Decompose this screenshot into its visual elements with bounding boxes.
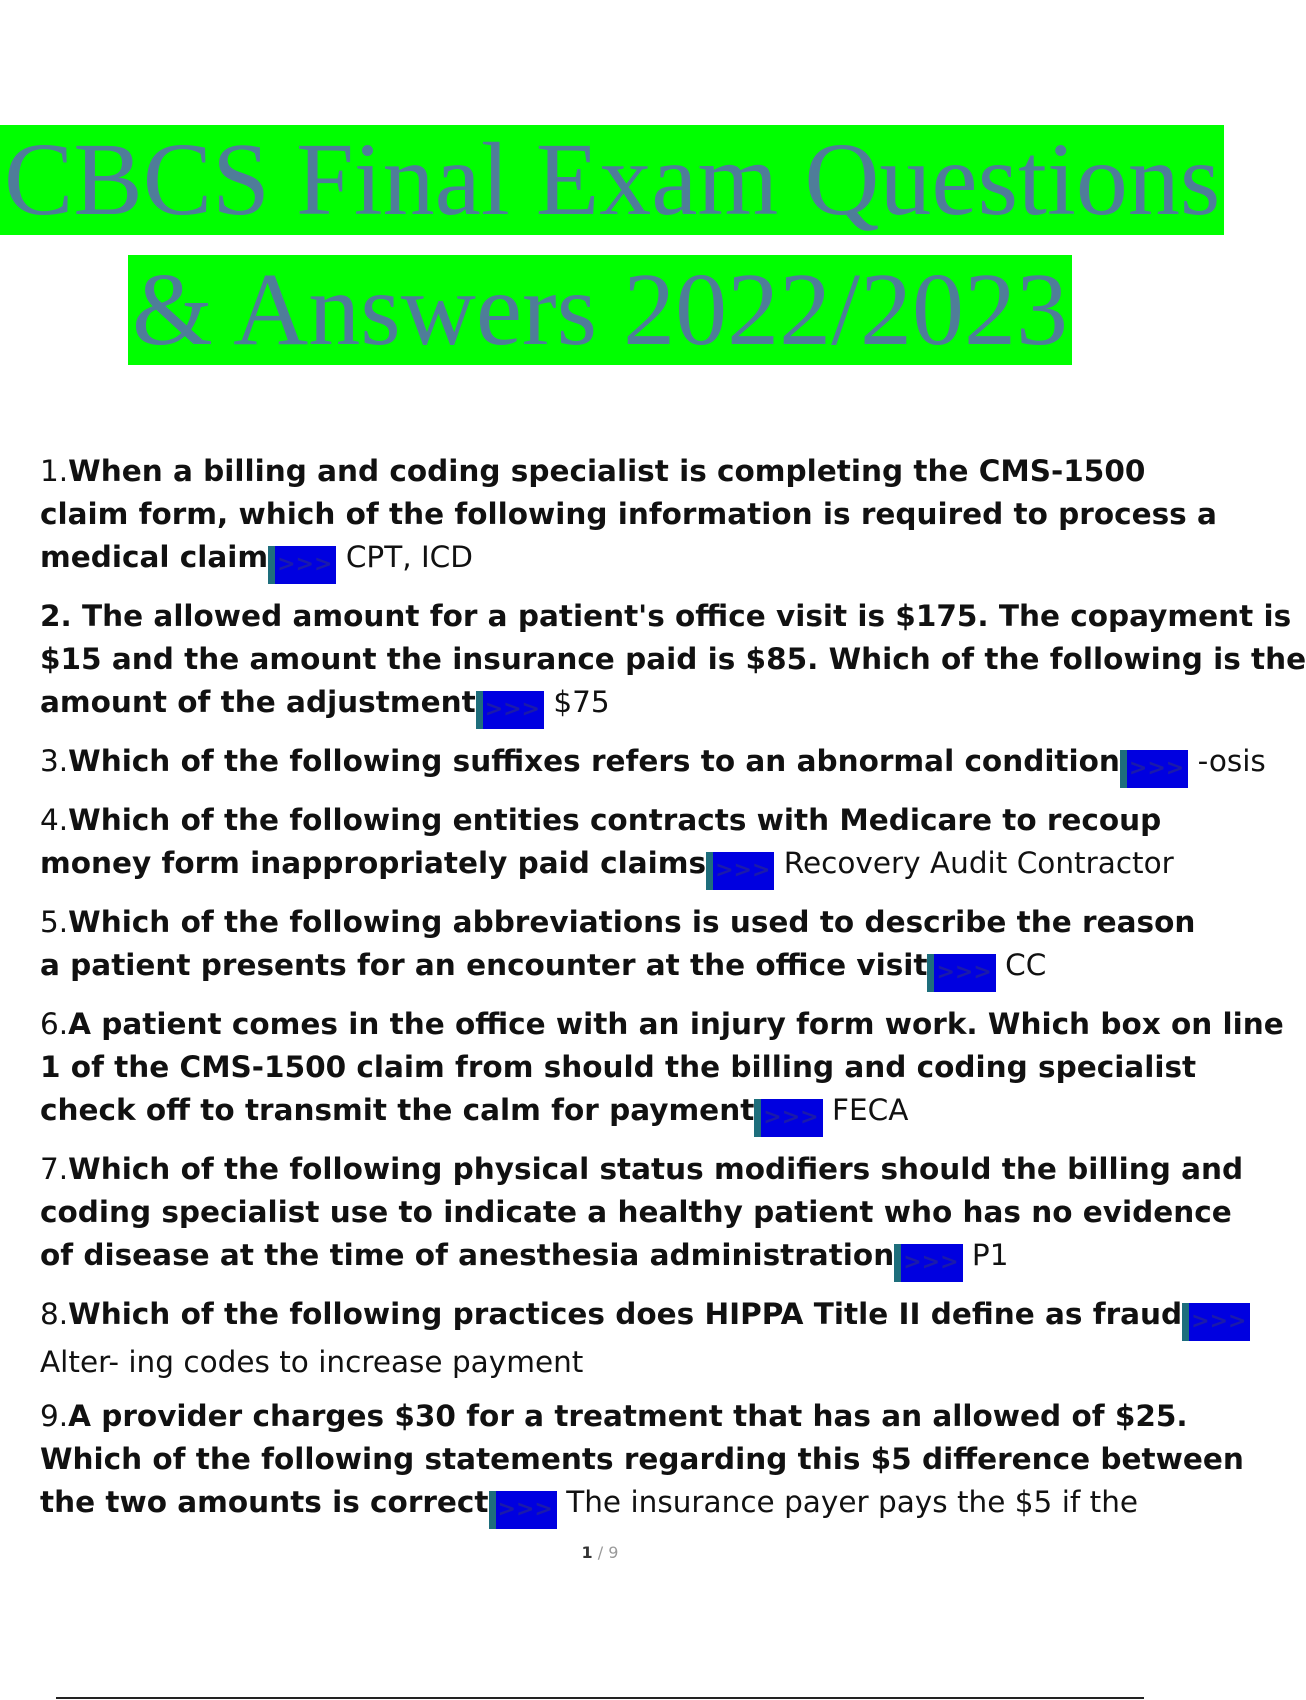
page-total: 9 xyxy=(608,1543,619,1562)
question-text: claim form, which of the following information is required to process a xyxy=(40,497,1217,531)
answer-arrow-marker: >>> xyxy=(1182,1303,1250,1341)
question-4-line xyxy=(40,799,1200,842)
document-title-line-2: & Answers 2022/2023 xyxy=(0,255,1200,365)
question-text: Which of the following abbreviations is used to describe the reason xyxy=(68,905,1196,939)
question-number: 3. xyxy=(40,744,69,778)
question-text: a patient presents for an encounter at the office visit xyxy=(40,948,928,982)
question-text: amount of the adjustment xyxy=(40,685,476,719)
question-text: Which of the following entities contracts with Medicare to recoup xyxy=(68,803,1162,837)
page-separator: / xyxy=(592,1543,609,1562)
question-2-line xyxy=(40,681,1200,729)
question-text: Which of the following physical status modifiers should the billing and xyxy=(68,1152,1244,1186)
answer-text: Recovery Audit Contractor xyxy=(783,846,1174,880)
question-7-line xyxy=(40,1148,1244,1191)
question-number: 8. xyxy=(40,1297,69,1331)
question-1-line xyxy=(40,493,1217,536)
question-6-line xyxy=(40,1046,1200,1089)
answer-text: CPT, ICD xyxy=(345,540,473,574)
question-number: 5. xyxy=(40,905,69,939)
page-indicator xyxy=(0,1543,1200,1562)
question-6-line xyxy=(40,1003,1284,1046)
answer-text: -osis xyxy=(1197,744,1266,778)
answer-text: P1 xyxy=(971,1238,1009,1272)
answer-arrow-marker: >>> xyxy=(476,691,544,729)
answer-text: $75 xyxy=(553,685,610,719)
question-text: Which of the following statements regarding this $5 difference between xyxy=(40,1442,1244,1476)
question-text: check off to transmit the calm for payment xyxy=(40,1093,755,1127)
answer-arrow-marker: >>> xyxy=(754,1099,822,1137)
page-bottom-rule xyxy=(56,1697,1144,1699)
question-text: When a billing and coding specialist is completing the CMS-1500 xyxy=(68,454,1146,488)
answer-arrow-marker: >>> xyxy=(927,954,995,992)
answer-arrow-marker: >>> xyxy=(706,852,774,890)
answer-arrow-marker: >>> xyxy=(489,1491,557,1529)
question-text: coding specialist use to indicate a healthy patient who has no evidence xyxy=(40,1195,1232,1229)
question-2-line xyxy=(40,638,1306,681)
question-number: 6. xyxy=(40,1007,69,1041)
question-text: medical claim xyxy=(40,540,269,574)
question-3-line xyxy=(40,740,1266,788)
document-title-line-1: CBCS Final Exam Questions xyxy=(0,125,1200,235)
question-text: The allowed amount for a patient's office visit is $175. The copayment is xyxy=(71,599,1292,633)
question-8-line xyxy=(40,1293,1247,1341)
question-text: the two amounts is correct xyxy=(40,1485,489,1519)
question-8-answer-line xyxy=(40,1341,1200,1384)
question-2-line xyxy=(40,595,1292,638)
question-number: 7. xyxy=(40,1152,69,1186)
answer-text: CC xyxy=(1005,948,1047,982)
question-number: 1. xyxy=(40,454,69,488)
question-text: money form inappropriately paid claims xyxy=(40,846,707,880)
question-1-line xyxy=(40,450,1200,493)
question-9-line xyxy=(40,1395,1200,1438)
question-9-line xyxy=(40,1481,1200,1529)
question-5-line xyxy=(40,944,1200,992)
answer-arrow-marker: >>> xyxy=(894,1244,962,1282)
page-current: 1 xyxy=(581,1543,593,1562)
question-list xyxy=(40,450,1306,1540)
question-number: 2. xyxy=(40,599,72,633)
question-text: A patient comes in the office with an injury form work. Which box on line xyxy=(68,1007,1284,1041)
question-text: A provider charges $30 for a treatment that has an allowed of $25. xyxy=(68,1399,1188,1433)
question-text: of disease at the time of anesthesia administration xyxy=(40,1238,895,1272)
question-number: 4. xyxy=(40,803,69,837)
question-5-line xyxy=(40,901,1200,944)
question-text: Which of the following practices does HIPPA Title II define as fraud xyxy=(68,1297,1183,1331)
answer-text: FECA xyxy=(832,1093,909,1127)
question-text: $15 and the amount the insurance paid is $85. Which of the following is the xyxy=(40,642,1306,676)
question-9-line xyxy=(40,1438,1244,1481)
question-7-line xyxy=(40,1234,1200,1282)
question-text: Which of the following suffixes refers to an abnormal condition xyxy=(68,744,1120,778)
question-4-line xyxy=(40,842,1200,890)
question-7-line xyxy=(40,1191,1232,1234)
question-1-line xyxy=(40,536,1200,584)
answer-text: Alter- ing codes to increase payment xyxy=(40,1345,584,1379)
answer-text: The insurance payer pays the $5 if the xyxy=(566,1485,1139,1519)
answer-arrow-marker: >>> xyxy=(1120,750,1188,788)
question-number: 9. xyxy=(40,1399,69,1433)
question-6-line xyxy=(40,1089,1200,1137)
question-text: 1 of the CMS-1500 claim from should the billing and coding specialist xyxy=(40,1050,1197,1084)
answer-arrow-marker: >>> xyxy=(268,546,336,584)
